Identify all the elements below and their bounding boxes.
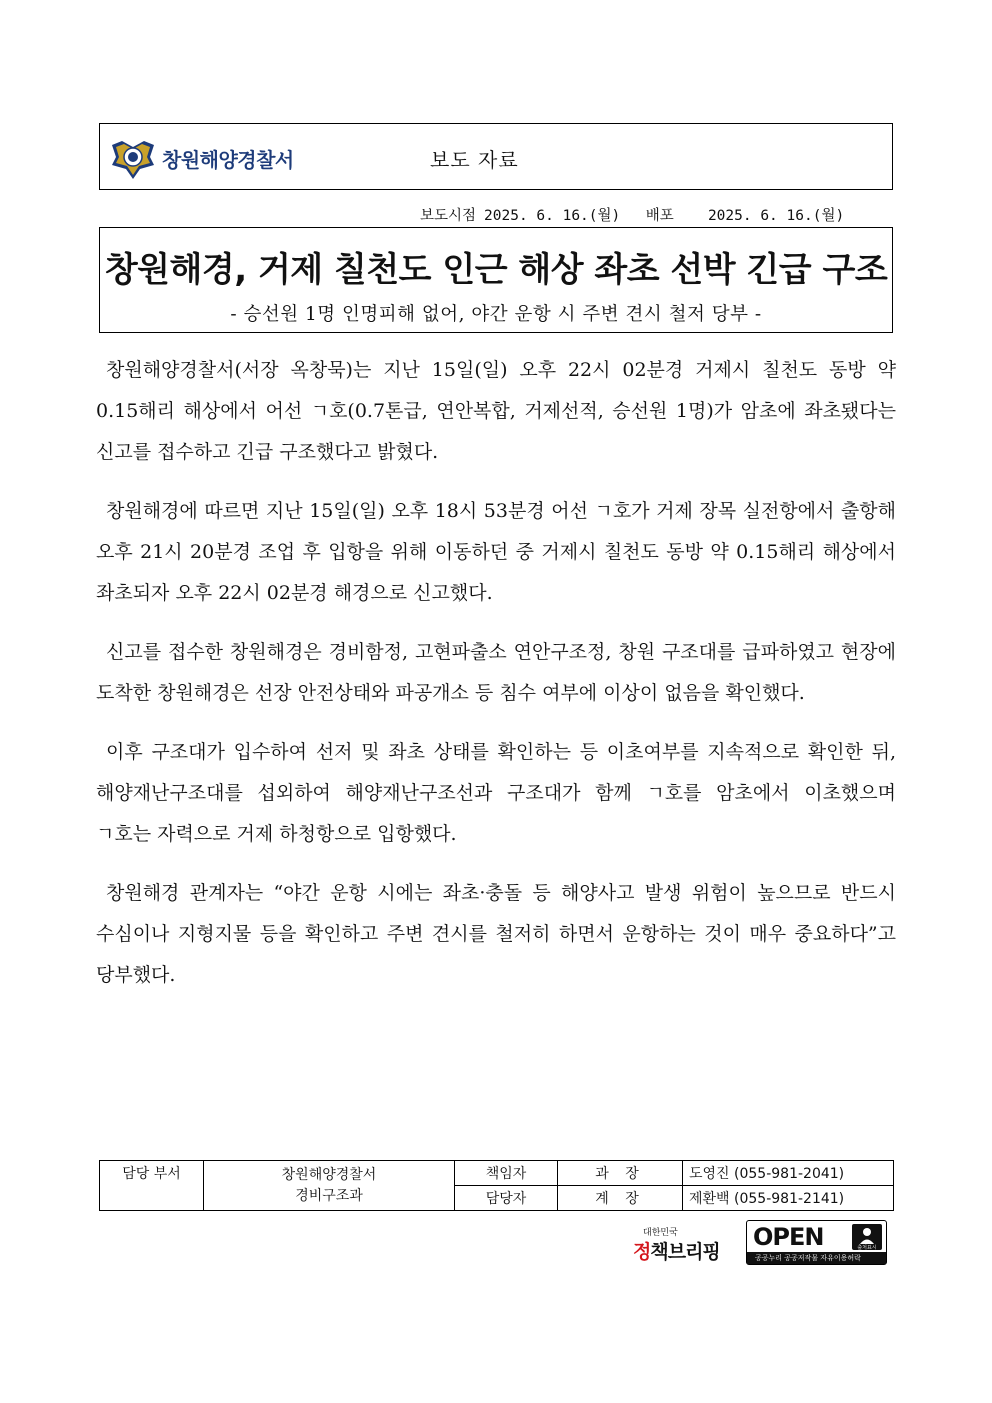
- open-text: OPEN: [753, 1223, 824, 1251]
- subtitle: - 승선원 1명 인명피해 없어, 야간 운항 시 주변 견시 철저 당부 -: [230, 304, 762, 325]
- dist-label: 배포: [645, 208, 674, 224]
- title-cell: 과 장: [558, 1161, 683, 1186]
- kogl-open-logo: [746, 1220, 887, 1265]
- paragraph: 창원해경에 따르면 지난 15일(일) 오후 18시 53분경 어선 ㄱ호가 거제 장목 실전항에서 출항해 오후 21시 20분경 조업 후 입항을 위해 이동하던 중 거제시 칠천도 동방 약 0.15해리 해상에서 좌초되자 오후 22시 02분경 해경으로 신고했다.: [96, 500, 896, 604]
- dept-label: 담당 부서: [100, 1161, 204, 1211]
- role-cell: 책임자: [455, 1161, 558, 1186]
- role-cell: 담당자: [455, 1186, 558, 1211]
- paragraph: 이후 구조대가 입수하여 선저 및 좌초 상태를 확인하는 등 이초여부를 지속적으로 확인한 뒤, 해양재난구조대를 섭외하여 해양재난구조선과 구조대가 함께 ㄱ호를 암초에서 이초했으며 ㄱ호는 자력으로 거제 하청항으로 입항했다.: [96, 741, 896, 845]
- report-label: 보도시점: [420, 208, 477, 224]
- open-sub-text: 공공누리 공공저작물 자유이용허락: [747, 1252, 886, 1264]
- release-dates: [420, 204, 852, 225]
- header-box: [99, 123, 893, 190]
- policy-briefing-logo: [633, 1225, 741, 1267]
- title-cell: 계 장: [558, 1186, 683, 1211]
- attribution-person-icon: [852, 1224, 882, 1250]
- title-box: [99, 227, 893, 333]
- main-title: 창원해경, 거제 칠천도 인근 해상 좌초 선박 긴급 구조: [104, 250, 888, 290]
- org-name: 창원해양경찰서: [162, 148, 294, 172]
- coast-guard-emblem-icon: [110, 135, 156, 181]
- brief-red-char: 정: [633, 1241, 651, 1263]
- paragraph: 신고를 접수한 창원해경은 경비함정, 고현파출소 연안구조정, 창원 구조대를 급파하였고 현장에 도착한 창원해경은 선장 안전상태와 파공개소 등 침수 여부에 이상이 없음을 확인했다.: [96, 641, 896, 704]
- table-row: [100, 1161, 894, 1186]
- paragraph: 창원해양경찰서(서장 옥창묵)는 지난 15일(일) 오후 22시 02분경 거제시 칠천도 동방 약 0.15해리 해상에서 어선 ㄱ호(0.7톤급, 연안복합, 거제선적, 승선원 1명)가 암초에 좌초됐다는 신고를 접수하고 긴급 구조했다고 밝혔다.: [96, 359, 896, 463]
- contact-table: [99, 1160, 894, 1211]
- paragraph: 창원해경 관계자는 “야간 운항 시에는 좌초·충돌 등 해양사고 발생 위험이 높으므로 반드시 수심이나 지형지물 등을 확인하고 주변 견시를 철저히 하면서 운항하는 것이 매우 중요하다”고 당부했다.: [96, 882, 896, 986]
- dist-date: 2025. 6. 16.(월): [707, 208, 845, 224]
- brief-small-text: 대한민국: [643, 1228, 678, 1238]
- org-line2: 경비구조과: [295, 1187, 363, 1204]
- emblem-text: 해양경찰: [125, 139, 141, 144]
- person-cell: 제환백 (055-981-2141): [683, 1186, 894, 1211]
- dept-org: [204, 1161, 455, 1211]
- org-line1: 창원해양경찰서: [281, 1166, 377, 1183]
- doc-type: 보도 자료: [430, 148, 519, 172]
- person-cell: 도영진 (055-981-2041): [683, 1161, 894, 1186]
- brief-big-text: [633, 1237, 720, 1264]
- body-text: [96, 350, 896, 1014]
- open-badge-text: 출처표시: [857, 1245, 877, 1250]
- brief-rest-text: 책브리핑: [650, 1241, 720, 1263]
- report-date: 2025. 6. 16.(월): [484, 208, 621, 224]
